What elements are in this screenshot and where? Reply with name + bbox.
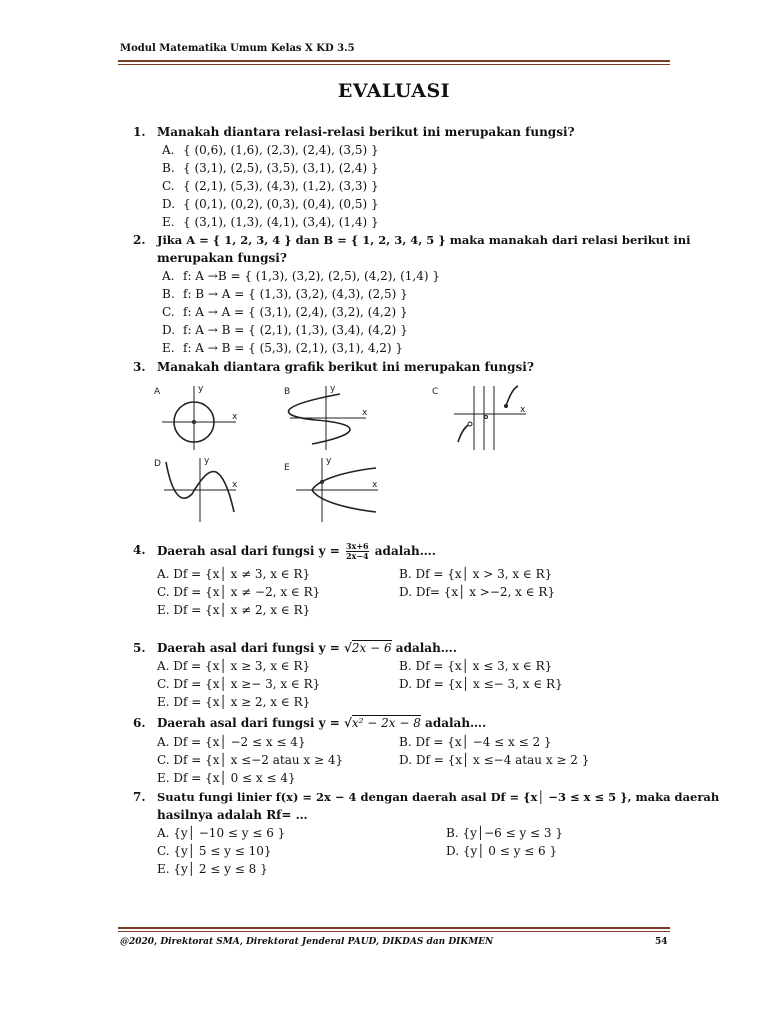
q2-question-line2: merupakan fungsi? <box>157 251 287 265</box>
graph-c-label: C <box>432 387 439 397</box>
q6-option-e: E. Df = {x│ 0 ≤ x ≤ 4} <box>157 771 296 785</box>
graph-e-label: E <box>284 463 290 473</box>
graph-a-y-axis-label: y <box>198 384 204 394</box>
graph-b-y-axis-label: y <box>330 384 336 394</box>
footer-copyright: @2020, Direktorat SMA, Direktorat Jenderal PAUD, DIKDAS dan DIKMEN <box>120 937 494 947</box>
q7-question-line2: hasilnya adalah Rf= … <box>157 808 308 822</box>
q2-option-d: f: A → B = { (2,1), (1,3), (3,4), (4,2) } <box>183 323 408 337</box>
q4-question-after: adalah…. <box>374 544 436 558</box>
q2-option-a-letter: A. <box>162 269 175 283</box>
q7-option-e: E. {y│ 2 ≤ y ≤ 8 } <box>157 862 268 876</box>
q1-option-e: { (3,1), (1,3), (4,1), (3,4), (1,4) } <box>183 215 379 229</box>
graph-d-y-axis-label: y <box>204 456 210 466</box>
q4-question <box>157 542 436 561</box>
q1-option-c: { (2,1), (5,3), (4,3), (1,2), (3,3) } <box>183 179 379 193</box>
q5-option-b: B. Df = {x│ x ≤ 3, x ∈ R} <box>399 659 553 673</box>
q5-radicand: 2x − 6 <box>351 641 392 655</box>
q1-option-a-letter: A. <box>162 143 175 157</box>
q4-fraction <box>346 542 369 561</box>
graph-e <box>282 454 382 524</box>
page-number: 54 <box>655 937 668 947</box>
q7-option-b: B. {y│−6 ≤ y ≤ 3 } <box>446 826 564 840</box>
q5-question: Daerah asal dari fungsi y = √2x − 6 adalah…. <box>157 641 457 655</box>
graph-c <box>430 382 530 452</box>
q1-option-c-letter: C. <box>162 179 175 193</box>
graph-b <box>282 382 372 452</box>
footer-rule-thin <box>118 931 670 932</box>
q6-option-c: C. Df = {x│ x ≤−2 atau x ≥ 4} <box>157 753 344 767</box>
header-rule-thin <box>118 64 670 65</box>
q4-fraction-numerator: 3x+6 <box>345 541 369 551</box>
q1-option-b-letter: B. <box>162 161 175 175</box>
q6-number: 6. <box>133 716 146 730</box>
q7-option-c: C. {y│ 5 ≤ y ≤ 10} <box>157 844 272 858</box>
q6-question-before: Daerah asal dari fungsi y = <box>157 716 340 730</box>
q2-option-b-letter: B. <box>162 287 175 301</box>
graph-d-x-axis-label: x <box>232 480 238 490</box>
header-rule <box>118 60 670 62</box>
q1-option-d: { (0,1), (0,2), (0,3), (0,4), (0,5) } <box>183 197 379 211</box>
q4-option-b: B. Df = {x│ x > 3, x ∈ R} <box>399 567 553 581</box>
q3-question: Manakah diantara grafik berikut ini merupakan fungsi? <box>157 360 534 374</box>
graph-b-x-axis-label: x <box>362 408 368 418</box>
q5-option-e: E. Df = {x│ x ≥ 2, x ∈ R} <box>157 695 311 709</box>
q7-question-line1: Suatu fungi linier f(x) = 2x − 4 dengan daerah asal Df = {x│ −3 ≤ x ≤ 5 }, maka daerah <box>157 790 720 804</box>
q1-option-d-letter: D. <box>162 197 176 211</box>
q4-option-d: D. Df= {x│ x >−2, x ∈ R} <box>399 585 556 599</box>
q5-question-after: adalah…. <box>395 641 457 655</box>
graph-a-label: A <box>154 387 161 397</box>
q2-number: 2. <box>133 233 146 247</box>
q4-option-c: C. Df = {x│ x ≠ −2, x ∈ R} <box>157 585 321 599</box>
q1-option-e-letter: E. <box>162 215 175 229</box>
q6-option-d: D. Df = {x│ x ≤−4 atau x ≥ 2 } <box>399 753 590 767</box>
graph-d <box>152 454 242 524</box>
q5-option-a: A. Df = {x│ x ≥ 3, x ∈ R} <box>157 659 311 673</box>
q4-fraction-denominator: 2x−4 <box>345 551 369 561</box>
q5-question-before: Daerah asal dari fungsi y = <box>157 641 340 655</box>
q5-option-d: D. Df = {x│ x ≤− 3, x ∈ R} <box>399 677 563 691</box>
q4-number: 4. <box>133 543 146 557</box>
q4-option-e: E. Df = {x│ x ≠ 2, x ∈ R} <box>157 603 311 617</box>
q6-radicand: x² − 2x − 8 <box>351 716 421 730</box>
q7-option-a: A. {y│ −10 ≤ y ≤ 6 } <box>157 826 286 840</box>
page-title: EVALUASI <box>337 80 451 102</box>
q6-option-a: A. Df = {x│ −2 ≤ x ≤ 4} <box>157 735 306 749</box>
graph-a-x-axis-label: x <box>232 412 238 422</box>
graph-a <box>152 382 242 452</box>
q2-option-c-letter: C. <box>162 305 175 319</box>
q2-option-e-letter: E. <box>162 341 175 355</box>
q2-option-c: f: A → A = { (3,1), (2,4), (3,2), (4,2) } <box>183 305 408 319</box>
q6-question-after: adalah…. <box>425 716 487 730</box>
q2-option-e: f: A → B = { (5,3), (2,1), (3,1), 4,2) } <box>183 341 404 355</box>
q5-option-c: C. Df = {x│ x ≥− 3, x ∈ R} <box>157 677 321 691</box>
footer-rule <box>118 927 670 929</box>
graph-e-x-axis-label: x <box>372 480 378 490</box>
q3-number: 3. <box>133 360 146 374</box>
q5-number: 5. <box>133 641 146 655</box>
q1-option-b: { (3,1), (2,5), (3,5), (3,1), (2,4) } <box>183 161 379 175</box>
graph-b-label: B <box>284 387 291 397</box>
q7-option-d: D. {y│ 0 ≤ y ≤ 6 } <box>446 844 558 858</box>
module-header: Modul Matematika Umum Kelas X KD 3.5 <box>120 43 355 54</box>
q2-option-b: f: B → A = { (1,3), (3,2), (4,3), (2,5) } <box>183 287 408 301</box>
q2-question-line1: Jika A = { 1, 2, 3, 4 } dan B = { 1, 2, 3, 4, 5 } maka manakah dari relasi berikut ini <box>157 233 691 247</box>
q1-question: Manakah diantara relasi-relasi berikut ini merupakan fungsi? <box>157 125 575 139</box>
q1-option-a: { (0,6), (1,6), (2,3), (2,4), (3,5) } <box>183 143 379 157</box>
q2-option-a: f: A →B = { (1,3), (3,2), (2,5), (4,2), (1,4) } <box>183 269 440 283</box>
q6-option-b: B. Df = {x│ −4 ≤ x ≤ 2 } <box>399 735 552 749</box>
graph-c-x-axis-label: x <box>520 405 526 415</box>
q2-option-d-letter: D. <box>162 323 176 337</box>
q4-option-a: A. Df = {x│ x ≠ 3, x ∈ R} <box>157 567 311 581</box>
q7-number: 7. <box>133 790 146 804</box>
graph-d-label: D <box>154 459 161 469</box>
q4-question-before: Daerah asal dari fungsi y = <box>157 544 340 558</box>
graph-e-y-axis-label: y <box>326 456 332 466</box>
q1-number: 1. <box>133 125 146 139</box>
q6-question: Daerah asal dari fungsi y = √x² − 2x − 8 adalah…. <box>157 716 487 730</box>
